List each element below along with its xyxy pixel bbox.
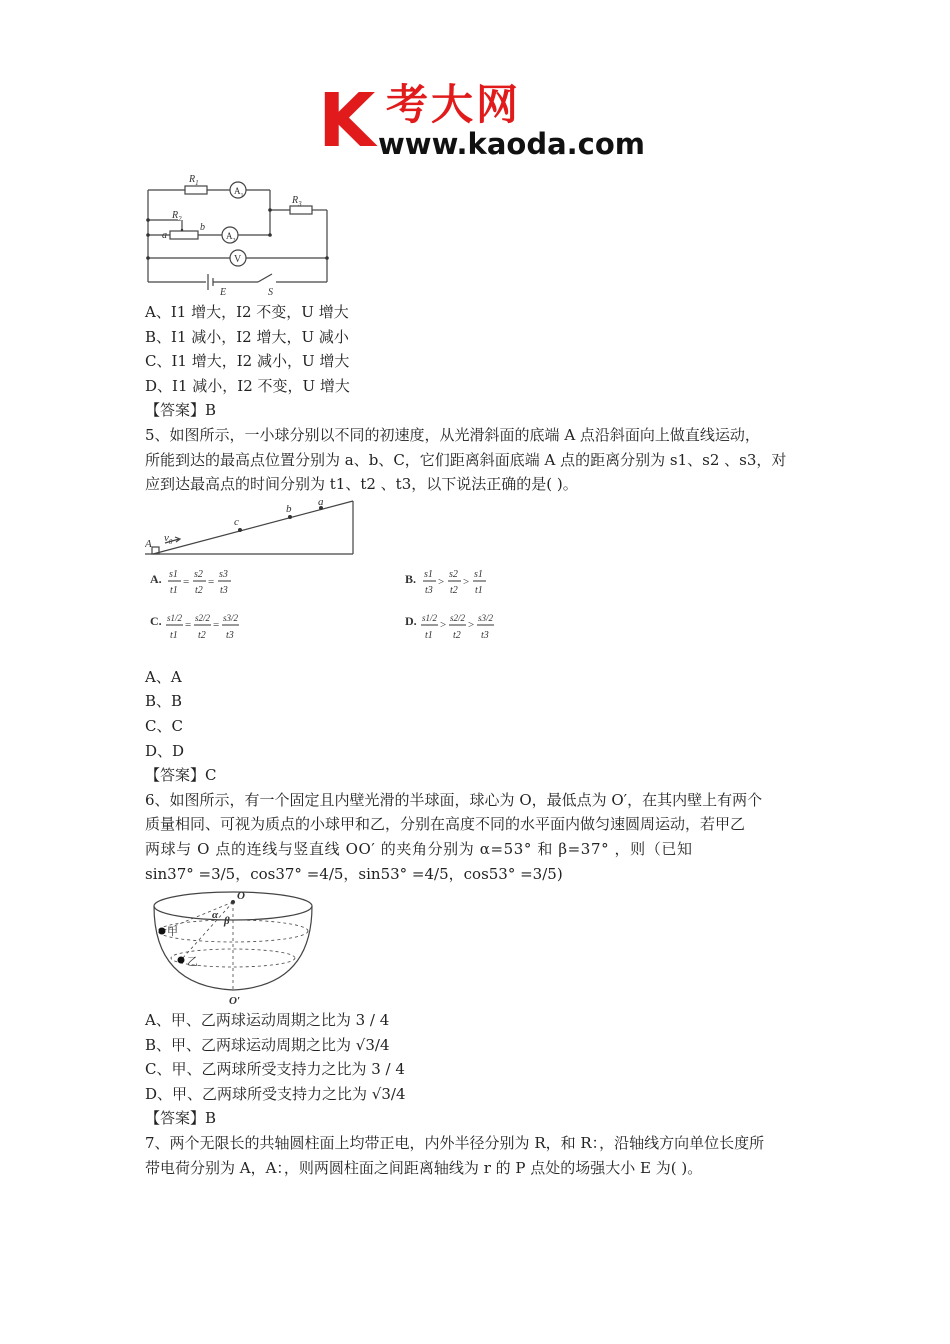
r1-label: R [189,174,196,185]
logo-k-mark: K [318,78,376,164]
choice-d-label: D. [405,613,417,628]
choice-a-op: = [183,575,190,588]
q5-option-d: D、D [145,741,185,760]
ball-jia-label: 甲 [167,926,178,939]
battery-e-label: E [220,287,227,298]
choice-c-den: t1 [170,629,178,641]
node-a-label: a [162,230,167,241]
choice-a-label: A. [150,571,162,586]
choice-d-den: t2 [453,629,461,641]
choice-a-num: s1 [169,568,178,580]
q4-option-d: D、I1 减小，I2 不变，U 增大 [145,376,350,395]
document-content [145,300,813,1180]
r1-sub: 1 [195,179,199,187]
choice-c-num: s3/2 [223,612,239,623]
q6-option-d: D、甲、乙两球所受支持力之比为 √3/4 [145,1084,406,1103]
kaoda-logo [318,78,645,164]
hemisphere-figure [145,886,813,1008]
q6-stem-line: 6、如图所示，有一个固定且内壁光滑的半球面，球心为 O，最低点为 O′，在其内壁上有两个 [145,790,763,809]
choice-d-num: s3/2 [478,612,494,623]
v0-label: v [164,531,169,544]
q5-stem-line: 应到达最高点的时间分别为 t1、t2 、t3，以下说法正确的是( )。 [145,475,578,494]
choice-b-label: B. [405,571,417,586]
choice-c-num: s1/2 [167,612,183,623]
incline-point-b: b [286,502,292,515]
q6-option-c: C、甲、乙两球所受支持力之比为 3 / 4 [145,1060,405,1079]
center-o-label: O [237,890,245,903]
choice-b-op: > [438,575,445,588]
choice-a-den: t1 [170,584,178,596]
choice-c-op: = [185,618,192,631]
choice-a-num: s3 [219,568,228,580]
node-b-label: b [200,222,205,233]
choice-d-op: > [468,618,475,631]
svg-text:v0 [164,532,173,546]
choice-b-op: > [463,575,470,588]
choice-c-den: t3 [226,629,234,641]
q5-stem-line: 5、如图所示，一小球分别以不同的初速度，从光滑斜面的底端 A 点沿斜面向上做直线运动， [145,425,760,444]
choice-c-den: t2 [198,629,206,641]
a1-label: A [234,186,241,196]
switch-s-label: S [268,287,273,298]
q4-option-b: B、I1 减小，I2 增大，U 减小 [145,327,349,346]
incline-point-a: A [145,537,152,550]
q5-stem-line: 所能到达的最高点位置分别为 a、b、C，它们距离斜面底端 A 点的距离分别为 s1、s2 、s3，对 [145,450,787,469]
q6-option-b: B、甲、乙两球运动周期之比为 √3/4 [145,1035,390,1054]
choice-a-den: t2 [195,584,203,596]
q4-answer: 【答案】B [145,401,217,420]
q6-stem-line: sin37° =3/5，cos37° =4/5，sin53° =4/5，cos53° =3/5) [145,864,563,883]
svg-text:R1 [188,174,199,187]
q6-stem-line: 质量相同、可视为质点的小球甲和乙，分别在高度不同的水平面内做匀速圆周运动，若甲乙 [145,815,746,834]
q4-option-a: A、I1 增大，I2 不变，U 增大 [145,303,349,321]
choice-b-num: s2 [449,568,458,580]
choice-b-num: s1 [424,568,433,580]
ball-yi-label: 乙 [187,956,198,969]
logo-chinese-name: 考大网 [386,80,522,129]
choice-a-den: t3 [220,584,228,596]
choice-d-den: t1 [425,629,433,641]
choice-d-num: s2/2 [450,612,466,623]
incline-point-c: c [234,515,239,528]
q6-stem-line: 两球与 O 点的连线与竖直线 OO′ 的夹角分别为 α=53° 和 β=37° ，则（已知 [145,839,693,858]
a1-sub: 1 [240,193,244,199]
r3-sub: 3 [298,200,302,208]
circuit-figure [140,170,340,298]
choice-b-num: s1 [474,568,483,580]
logo-url: www.kaoda.com [378,127,645,161]
incline-point-a-top: a [318,496,324,508]
choice-d-op: > [440,618,447,631]
beta-label: β [224,915,230,928]
choice-b-den: t2 [450,584,458,596]
q5-option-b: B、B [145,692,183,711]
alpha-label: α [212,909,219,922]
q7-stem-line: 带电荷分别为 A，A：，则两圆柱面之间距离轴线为 r 的 P 点处的场强大小 E 为( )。 [145,1158,703,1177]
q6-option-a: A、甲、乙两球运动周期之比为 3 / 4 [145,1011,390,1030]
choice-c-op: = [213,618,220,631]
choice-a-num: s2 [194,568,203,580]
v0-sub: 0 [168,537,173,546]
bottom-o-prime-label: O′ [229,995,241,1008]
q5-answer: 【答案】C [145,766,217,785]
choice-c-label: C. [150,613,162,628]
choice-c-num: s2/2 [195,612,211,623]
q7-stem-line: 7、两个无限长的共轴圆柱面上均带正电，内外半径分别为 R，和 R：，沿轴线方向单位长度所 [145,1134,765,1153]
r2-label: R [172,210,179,221]
incline-and-choices-figure [145,497,813,665]
svg-text:R2 [171,210,182,223]
choice-b-den: t3 [425,584,433,596]
a2-sub: 2 [232,238,236,244]
a2-label: A [226,231,233,241]
choice-a-op: = [208,575,215,588]
r2-sub: 2 [178,215,182,223]
choice-b-den: t1 [475,584,483,596]
q5-option-c: C、C [145,716,183,735]
q5-option-a: A、A [145,667,182,686]
choice-d-den: t3 [481,629,489,641]
q6-answer: 【答案】B [145,1109,217,1128]
r3-label: R [292,195,299,206]
voltmeter-label: V [234,254,242,265]
q4-option-c: C、I1 增大，I2 减小，U 增大 [145,352,350,371]
choice-d-num: s1/2 [422,612,438,623]
